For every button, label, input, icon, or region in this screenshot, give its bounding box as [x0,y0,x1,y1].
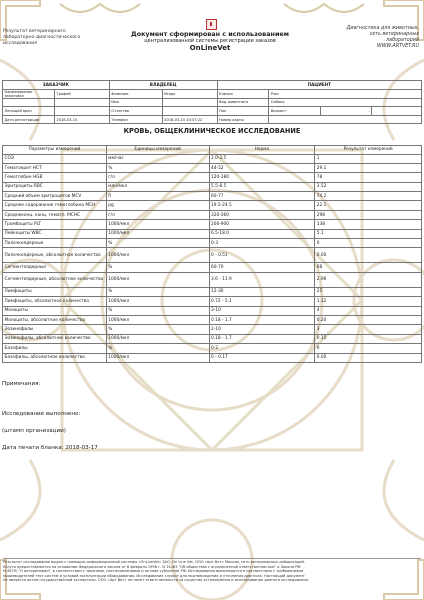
info-cell: 2018-03-15 10:57:22 [162,115,217,124]
result-cell-norm: 2.0-3.5 [209,154,315,163]
result-cell-unit: г/л [106,173,209,182]
result-cell-norm: 2-10 [209,325,315,334]
result-cell-param: Эритроциты RBC [3,182,107,191]
result-cell-unit: 1000/мкл [106,248,209,263]
section-customer: ЗАКАЗЧИК [3,81,110,90]
result-cell-result: 25 [315,287,422,296]
left-org-line: исследования [3,41,38,46]
result-cell-param: Лейкоциты WBC [3,229,107,238]
column-header: Результат измерений [315,146,422,155]
result-cell-unit: 1000/мкл [106,334,209,343]
result-cell-result: 78 [315,173,422,182]
info-cell: Вид животного [217,98,269,107]
result-row [3,182,422,191]
info-cell [54,107,109,116]
result-cell-norm: 60-77 [209,192,315,201]
info-row [3,107,422,116]
result-cell-norm: 0.18 - 1.7 [209,315,315,324]
result-cell-param: Гематокрит HCT [3,163,107,172]
result-cell-result: 1.12 [315,297,422,306]
result-cell-result: 0.20 [315,315,422,324]
info-cell [3,98,55,107]
result-row [3,297,422,306]
onlinevet-logo-icon [206,19,217,30]
result-cell-norm: 200-900 [209,220,315,229]
result-cell-norm: 19.5-24.5 [209,201,315,210]
result-cell-param: Тромбоциты PLT [3,220,107,229]
result-row [3,248,422,263]
print-date: Дата печати бланка: 2018-03-17 [2,445,98,451]
result-cell-unit: млн/мкл [106,182,209,191]
info-cell: Отчество [109,107,162,116]
column-header: Норма [209,146,315,155]
result-cell-result: 0.00 [315,248,422,263]
section-owner: ВЛАДЕЛЕЦ [109,81,217,90]
info-cell [372,107,422,116]
info-cell: Трофей [54,89,109,98]
result-cell-norm: 44-52 [209,163,315,172]
result-cell-unit: 1000/мкл [106,220,209,229]
result-cell-param: Эозинофилы [3,325,107,334]
result-cell-norm: 320-360 [209,210,315,219]
result-cell-result: 0 [315,239,422,248]
header-title-line2: централизованной системы регистрации заказов [144,38,276,44]
result-cell-param: Лимфоциты [3,287,107,296]
result-cell-unit: % [106,325,209,334]
result-row [3,163,422,172]
result-cell-unit: 1000/мкл [106,297,209,306]
info-cell: - [321,107,372,116]
result-cell-result: 29.1 [315,163,422,172]
column-header: Параметры измерений [3,146,107,155]
result-cell-result: 74.2 [315,192,422,201]
result-row [3,334,422,343]
result-cell-result: 4 [315,306,422,315]
result-cell-result: 68 [315,263,422,272]
info-row [3,89,422,98]
result-cell-unit: fl [106,192,209,201]
info-cell: Номер карты [217,115,269,124]
result-cell-param: Средний объем эритроцитов MCV [3,192,107,201]
result-cell-norm: 0 - 0.51 [209,248,315,263]
result-cell-result: 3 [315,325,422,334]
result-row [3,220,422,229]
result-cell-result: 0.15 [315,334,422,343]
result-row [3,173,422,182]
result-row [3,353,422,362]
info-cell: 2018-03-15 [54,115,109,124]
stamp-label: (штамп организации) [2,428,66,434]
result-row [3,306,422,315]
performed-by-label: Исследование выполнено: [2,411,81,417]
result-cell-result: 0 [315,344,422,353]
lab-result-label [3,29,123,47]
report-title: КРОВЬ, ОБЩЕКЛИНИЧЕСКОЕ ИССЛЕДОВАНИЕ [123,127,301,135]
results-header-row [3,146,422,155]
result-cell-norm: 3-10 [209,306,315,315]
result-cell-norm: 6.5-18.0 [209,229,315,238]
info-cell: Собака [269,98,422,107]
footer-line: Услуги предоставляются на основании Федерального закона от 8 февраля 1998 г. N 14-ФЗ "Об обществах с ограниченной ответственностью" и Закона РФ [3,564,301,569]
result-cell-result: 2.96 [315,272,422,287]
result-cell-result: 138 [315,220,422,229]
result-cell-param: Среднеконц. конц. гемогл. MCHC [3,210,107,219]
result-cell-unit: % [106,344,209,353]
result-cell-param: Палочкоядерные, абсолютное количество [3,248,107,263]
result-cell-unit: % [106,306,209,315]
result-row [3,325,422,334]
info-cell [162,98,217,107]
result-cell-unit: 1000/мкл [106,272,209,287]
result-cell-param: СОЭ [3,154,107,163]
result-cell-result: 3.52 [315,182,422,191]
footer-line: не является актом государственной экспертизы. ООО «Арт Вет» не несет ответственности за существо установления и использования данного исследования. [3,578,309,583]
info-cell: Фамилия [109,89,162,98]
result-cell-unit: pg [106,201,209,210]
info-cell: Имя [109,98,162,107]
section-patient: ПАЦИЕНТ [217,81,421,90]
result-cell-unit: 1000/мкл [106,315,209,324]
result-cell-param: Моноциты [3,306,107,315]
result-cell-norm: 120-180 [209,173,315,182]
column-header: Единицы измерений [106,146,209,155]
info-cell: Рэкс [269,89,422,98]
customer-owner-patient-table [2,80,422,124]
result-row [3,344,422,353]
result-cell-param: Эозинофилы, абсолютное количество [3,334,107,343]
result-cell-param: Гемоглобин HGB [3,173,107,182]
result-cell-result: 298 [315,210,422,219]
result-cell-result: 0.00 [315,353,422,362]
result-cell-norm: 0.72 - 5.1 [209,297,315,306]
result-row [3,201,422,210]
result-cell-param: Сегментоядерные [3,263,107,272]
result-cell-result: 5.1 [315,229,422,238]
right-org-line: лабораторий [386,38,419,43]
result-cell-result: 22.1 [315,201,422,210]
result-cell-norm: 0.18 - 1.7 [209,334,315,343]
result-cell-norm: 60-70 [209,263,315,272]
result-cell-norm: 12-30 [209,287,315,296]
result-row [3,192,422,201]
result-cell-unit: мм/час [106,154,209,163]
result-cell-param: Сегментоядерные, абсолютное количество [3,272,107,287]
result-cell-param: Лимфоциты, абсолютное количество [3,297,107,306]
result-cell-param: Базофилы, абсолютное количество [3,353,107,362]
remarks-label: Примечания: [2,381,41,387]
result-cell-unit: % [106,287,209,296]
result-cell-unit: % [106,263,209,272]
right-org-line: Диагностика для животных, [346,26,419,31]
result-cell-param: Среднее содержание гемоглобина MCH [3,201,107,210]
result-cell-unit: % [106,239,209,248]
result-row [3,154,422,163]
left-org-line: лабораторно-диагностического [3,35,81,40]
info-cell [269,115,422,124]
lab-website-link[interactable]: WWW.ARTVET.RU [377,44,419,49]
result-cell-unit: 1000/мкл [106,353,209,362]
result-cell-unit: % [106,163,209,172]
header-title-line3: OnLineVet [189,44,231,52]
footer-line: N 4979/ "О ветеринарии", в соответствии с законами, постановлениями и актами субъектов РФ. Исследования выполняются в соответствии с требованиями [3,569,304,574]
results-table [2,145,422,363]
result-cell-param: Палочкоядерные [3,239,107,248]
info-cell: Кличка [217,89,269,98]
info-cell [162,107,217,116]
result-cell-unit: г/л [106,210,209,219]
result-cell-norm: 0 - 0.17 [209,353,315,362]
info-cell: Лечащий врач [3,107,55,116]
result-cell-param: Моноциты, абсолютное количество [3,315,107,324]
info-cell: Телефон [109,115,162,124]
footer-line: Результат исследования выдан с помощью информационной системы «OnLineVet» ЗАО. On Line Vet, ООО «Арт Вет» Москва, сеть ветеринарных лабораторий. [3,560,305,564]
result-cell-norm: 3.6 - 11.9 [209,272,315,287]
result-row [3,315,422,324]
info-cell: Наименование заказчика [3,89,55,98]
left-org-line: Результат ветеринарного [3,29,66,34]
header-title-line1: Документ сформирован с использованием [131,30,289,38]
result-cell-unit: 1000/мкл [106,229,209,238]
right-org-line: сеть ветеринарных [369,32,419,37]
result-cell-norm: 5.5-8.5 [209,182,315,191]
info-cell: Пол [217,107,269,116]
footer-line: производителей тест-систем и условий эксплуатации оборудования. Исследование служит для подтверждения и уточнения диагноза. Настоящий документ [3,573,305,578]
info-cell: Дата регистрации [3,115,55,124]
result-row [3,229,422,238]
info-cell: Игорь [162,89,217,98]
result-row [3,263,422,272]
info-row [3,98,422,107]
result-row [3,210,422,219]
document-header [110,31,310,53]
result-row [3,272,422,287]
lab-network-label [309,26,419,50]
legal-footer [3,558,421,583]
info-cell: Возраст [269,107,321,116]
result-cell-param: Базофилы [3,344,107,353]
result-cell-result: 1 [315,154,422,163]
result-row [3,239,422,248]
info-row [3,115,422,124]
info-cell [54,98,109,107]
result-row [3,287,422,296]
result-cell-norm: 0-3 [209,239,315,248]
result-cell-norm: 0-2 [209,344,315,353]
